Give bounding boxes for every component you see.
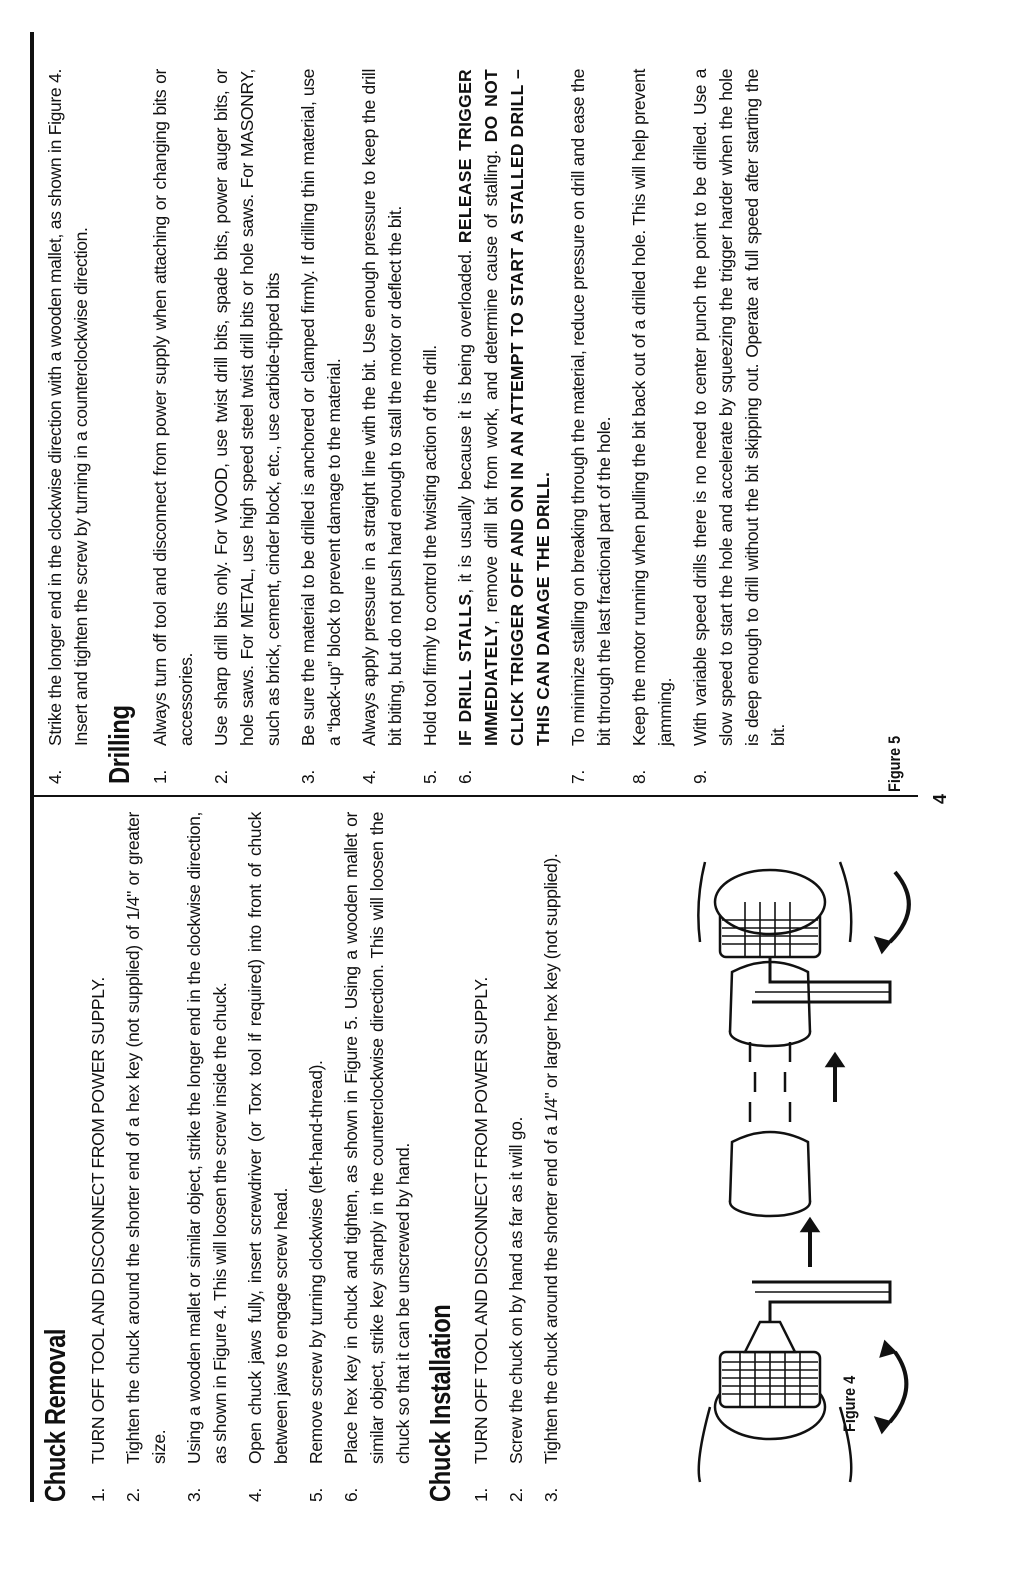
list-item-warning: 6. IF DRILL STALLS, it is usually because it is being overloaded. RELEASE TRIGGER IMMEDIATELY, remove drill bit from work, and determine cause of stalling. DO NOT CLICK TRIGGER OFF AND ON IN AN ATTEMPT TO START A STALLED DRILL – THIS CAN DAMAGE THE DRILL. [455, 68, 553, 784]
warning-text: DO NOT CLICK TRIGGER OFF AND ON IN AN ATTEMPT TO START A STALLED DRILL – THIS CAN DAMAGE THE DRILL. [481, 68, 553, 746]
list-item: 4. Open chuck jaws fully, insert screwdriver (or Torx tool if required) into front of chuck between jaws to engage screw head. [245, 812, 291, 1502]
list-item: 1. TURN OFF TOOL AND DISCONNECT FROM POWER SUPPLY. [471, 977, 491, 1502]
list-item: 3. Be sure the material to be drilled is anchored or clamped firmly. If drilling thin material, use a “back-up” block to prevent damage to the material. [298, 69, 344, 784]
figure4-label: Figure 4 [840, 1375, 859, 1432]
list-item: 4. Always apply pressure in a straight line with the bit. Use enough pressure to keep the drill bit biting, but do not push hard enough to stall the motor or deflect the bit. [359, 69, 405, 784]
chuck-removal-steps [85, 812, 416, 1502]
drilling-heading: Drilling [104, 705, 136, 784]
figures-illustration [660, 735, 940, 1502]
list-item: 4. Strike the longer end in the clockwise direction with a wooden mallet, as shown in Figure 4. Insert and tighten the screw by turning in a counterclockwise direction. [45, 69, 91, 784]
list-item: 6. Place hex key in chuck and tighten, as shown in Figure 5. Using a wooden mallet or similar object, strike key sharply in the counterclockwise direction. This will loosen the chuck so that it can be unscrewed by hand. [341, 812, 413, 1502]
chuck-installation-steps [468, 812, 564, 1502]
page-number: 4 [930, 793, 950, 804]
right-column [42, 69, 800, 784]
warning-text: IF DRILL STALLS [455, 593, 475, 746]
list-item: 5. Hold tool firmly to control the twisting action of the drill. [420, 345, 440, 784]
list-item: 1. Always turn off tool and disconnect from power supply when attaching or changing bits or accessories. [150, 69, 196, 784]
list-item: 2. Use sharp drill bits only. For WOOD, use twist drill bits, spade bits, power auger bits, or hole saws. For METAL, use high speed steel twist drill bits or hole saws. For MASONRY, such as brick, cement, cinder block, etc., use carbide-tipped bits [211, 69, 283, 784]
column-divider [30, 795, 918, 797]
chuck-removal-heading: Chuck Removal [40, 1328, 72, 1502]
list-item: 8. Keep the motor running when pulling the bit back out of a drilled hole. This will help prevent jamming. [629, 69, 675, 784]
list-item: 1. TURN OFF TOOL AND DISCONNECT FROM POWER SUPPLY. [88, 977, 108, 1502]
chuck-installation-steps-cont [42, 69, 94, 784]
chuck-installation-heading: Chuck Installation [425, 1304, 457, 1502]
list-item: 3. Using a wooden mallet or similar object, strike the longer end in the clockwise direction, as shown in Figure 4. This will loosen the screw inside the chuck. [184, 812, 230, 1502]
figure5-label: Figure 5 [885, 735, 904, 792]
list-item: 7. To minimize stalling on breaking through the material, reduce pressure on drill and ease the bit through the last fractional part of the hole. [568, 69, 614, 784]
top-rule [30, 32, 34, 1502]
list-item: 2. Screw the chuck on by hand as far as it will go. [506, 1117, 526, 1502]
list-item: 5. Remove screw by turning clockwise (left-hand-thread). [306, 1060, 326, 1502]
list-item: 9. With variable speed drills there is no need to center punch the point to be drilled. Use a slow speed to start the hole and accelerate by squeezing the trigger harder when the hole is deep enough to drill without the bit skipping out. Operate at full speed after starting the bit. [690, 69, 788, 784]
left-column [40, 812, 573, 1502]
warning-text: RELEASE TRIGGER IMMEDIATELY [455, 69, 501, 746]
chuck-hex-key-illustration [660, 802, 940, 1502]
drilling-steps [147, 69, 791, 784]
list-item: 3. Tighten the chuck around the shorter end of a 1/4" or larger hex key (not supplied). [541, 853, 561, 1502]
list-item: 2. Tighten the chuck around the shorter end of a hex key (not supplied) of 1/4" or greater size. [123, 812, 169, 1502]
